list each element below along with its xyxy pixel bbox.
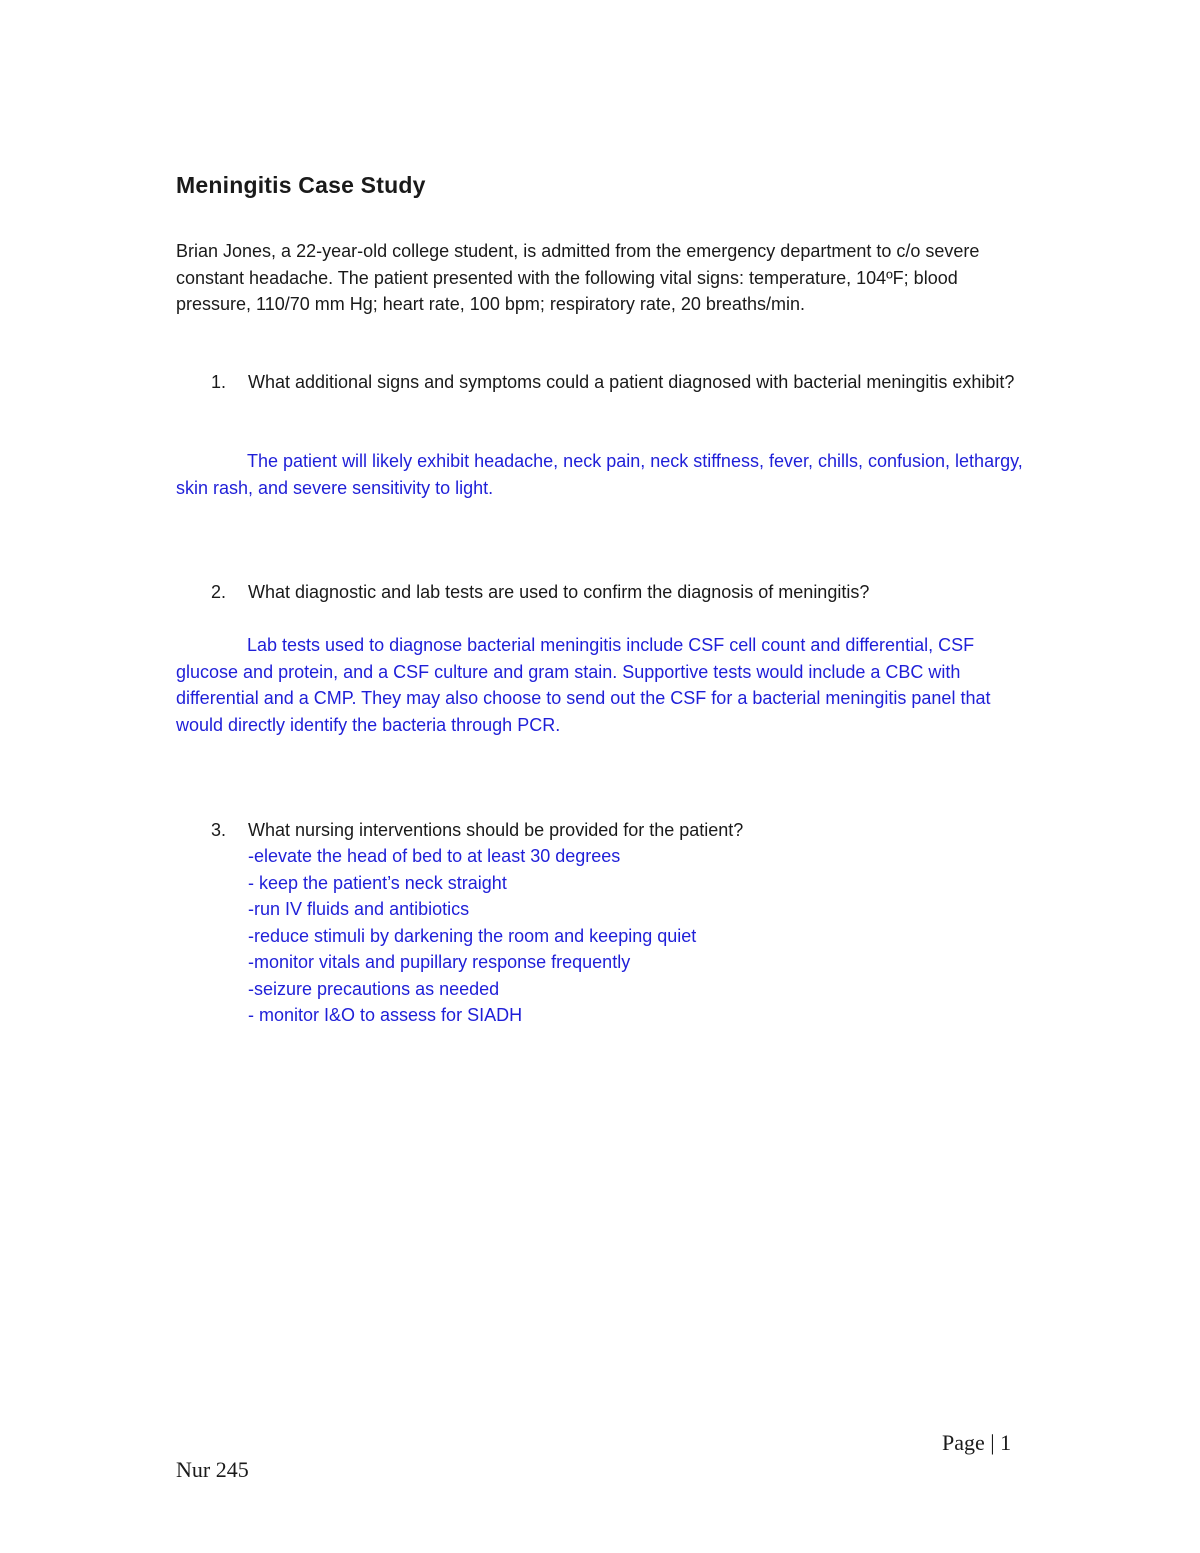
question-1 — [176, 369, 1036, 396]
question-number: 3. — [211, 820, 227, 840]
question-text: What nursing interventions should be provided for the patient? — [248, 820, 744, 840]
list-item: -run IV fluids and antibiotics — [248, 899, 470, 919]
question-text: What diagnostic and lab tests are used to confirm the diagnosis of meningitis? — [248, 582, 870, 602]
list-item: -monitor vitals and pupillary response frequently — [248, 952, 631, 972]
document-title: Meningitis Case Study — [176, 172, 426, 198]
question-number: 2. — [211, 582, 227, 602]
case-intro-paragraph: Brian Jones, a 22-year-old college student, is admitted from the emergency department to c/o severe constant headache. The patient presented with the following vital signs: temperature, 104ºF; blood pressure, 110/70 mm Hg; heart rate, 100 bpm; respiratory rate, 20 breaths/min. — [176, 241, 980, 314]
question-3 — [176, 817, 1036, 844]
list-item: -elevate the head of bed to at least 30 degrees — [248, 846, 621, 866]
course-label: Nur 245 — [176, 1457, 249, 1482]
question-text: What additional signs and symptoms could a patient diagnosed with bacterial meningitis exhibit? — [248, 372, 1015, 392]
question-number: 1. — [211, 372, 227, 392]
list-item: - keep the patient’s neck straight — [248, 872, 507, 893]
list-item: - monitor I&O to assess for SIADH — [248, 1005, 523, 1025]
answer-1: The patient will likely exhibit headache, neck pain, neck stiffness, fever, chills, confusion, lethargy, skin rash, and severe sensitivity to light. — [176, 451, 1023, 498]
list-item: -seizure precautions as needed — [248, 978, 500, 999]
answer-2: Lab tests used to diagnose bacterial meningitis include CSF cell count and differential, CSF glucose and protein, and a CSF culture and gram stain. Supportive tests would include a CBC with differential and a CMP. They may also choose to send out the CSF for a bacterial meningitis panel that would directly identify the bacteria through PCR. — [176, 635, 991, 735]
question-2 — [176, 579, 1036, 606]
nursing-interventions-list — [248, 843, 696, 1029]
list-item: -reduce stimuli by darkening the room and keeping quiet — [248, 925, 697, 946]
page-number: Page | 1 — [942, 1430, 1012, 1455]
